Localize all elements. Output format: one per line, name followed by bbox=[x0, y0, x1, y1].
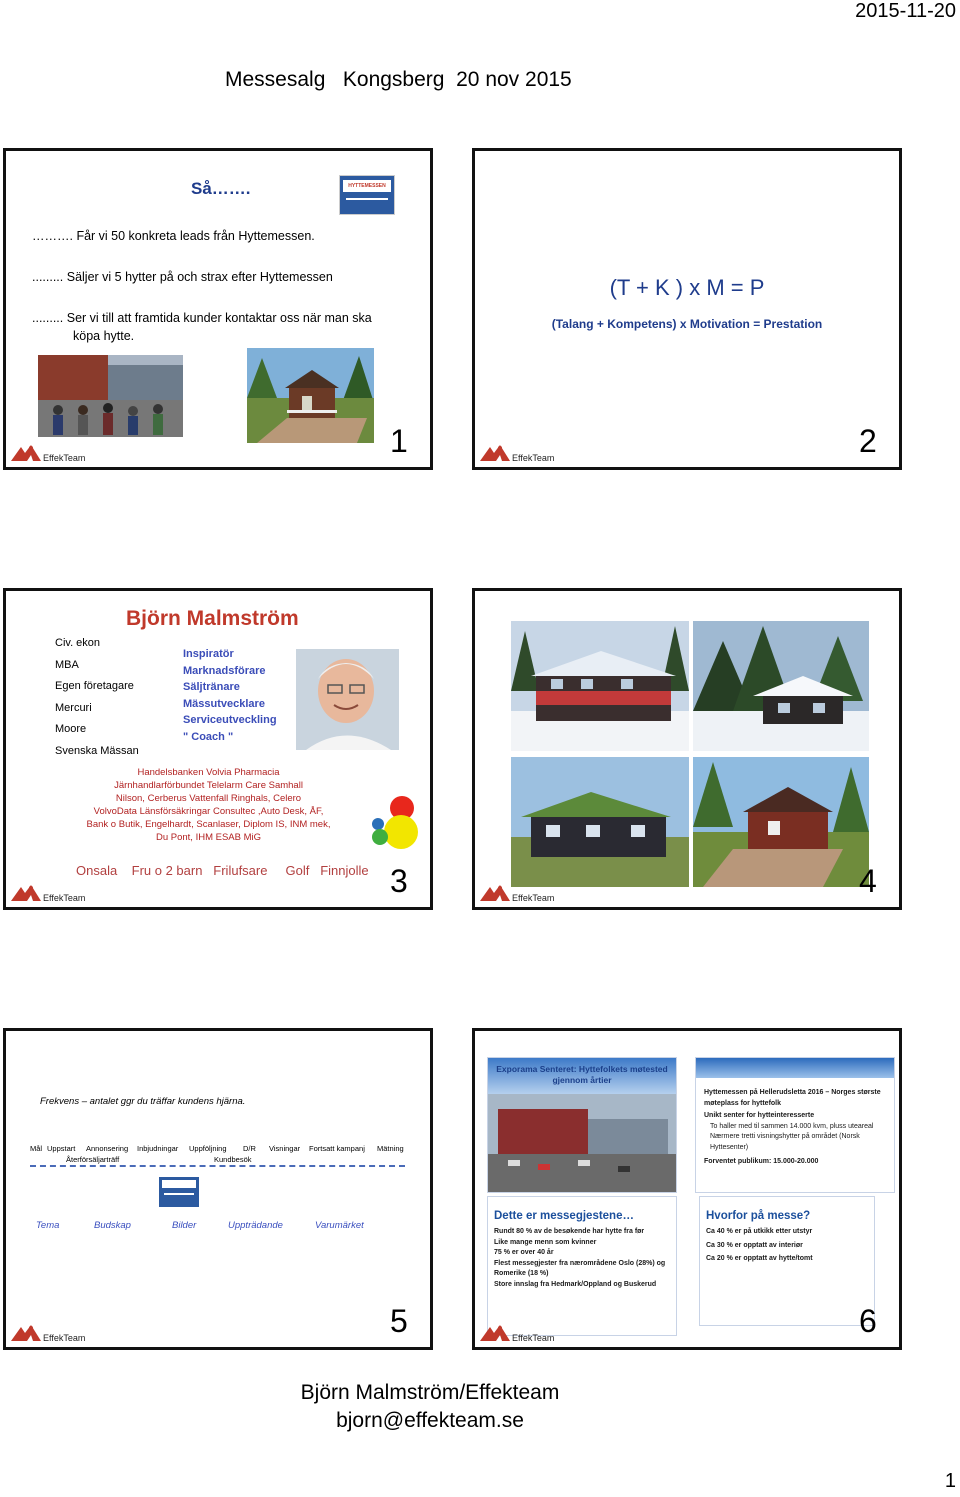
topic-budskap: Budskap bbox=[94, 1220, 131, 1231]
panel-item: Ca 20 % er opptatt av hytte/tomt bbox=[706, 1255, 813, 1262]
role-item: Serviceutveckling bbox=[183, 714, 277, 726]
background-item: Mercuri bbox=[55, 701, 92, 714]
panel-hyttemessen bbox=[695, 1057, 895, 1193]
snow-cabin-photo-2 bbox=[693, 621, 869, 751]
role-item: Säljtränare bbox=[183, 681, 240, 693]
step-matning: Mätning bbox=[377, 1144, 404, 1153]
panel-item: Hyttemessen på Hellerudsletta 2016 – Norges største møteplass for hyttefolk bbox=[704, 1089, 881, 1107]
logo-text: EffekTeam bbox=[512, 453, 555, 463]
footer-email: bjorn@effekteam.se bbox=[336, 1409, 524, 1432]
slide-6-number: 6 bbox=[859, 1303, 877, 1339]
panel-item: 75 % er over 40 år bbox=[494, 1249, 554, 1256]
slide-4-number: 4 bbox=[859, 863, 877, 899]
background-item: MBA bbox=[55, 658, 79, 671]
background-item: Moore bbox=[55, 723, 87, 735]
step-uppstart: Uppstart bbox=[47, 1144, 76, 1153]
effekteam-logo bbox=[11, 881, 85, 903]
topic-varumarket: Varumärket bbox=[315, 1220, 364, 1231]
step-dr: D/R bbox=[243, 1144, 256, 1153]
background-item: Egen företagare bbox=[55, 680, 134, 692]
panel-item: Rundt 80 % av de besøkende har hytte fra før bbox=[494, 1228, 645, 1235]
turf-roof-cabin-photo bbox=[511, 757, 689, 887]
clients-line: Bank o Butik, Engelhardt, Scanlaser, Diplom IS, INM mek, bbox=[86, 819, 331, 830]
step-uppfoljning: Uppföljning bbox=[189, 1144, 227, 1153]
effekteam-logo bbox=[480, 881, 554, 903]
effekteam-logo bbox=[11, 1321, 85, 1343]
slide-5-number: 5 bbox=[390, 1303, 408, 1339]
logo-text: EffekTeam bbox=[43, 453, 86, 463]
slide-2-number: 2 bbox=[859, 423, 877, 459]
logo-text: EffekTeam bbox=[43, 1333, 86, 1343]
logo-text: EffekTeam bbox=[512, 893, 555, 903]
logo-text: EffekTeam bbox=[512, 1333, 555, 1343]
slide-3 bbox=[3, 588, 433, 910]
footer-name: Björn Malmström/Effekteam bbox=[300, 1381, 560, 1404]
panel-messegjestene bbox=[487, 1196, 677, 1336]
step-mal: Mål bbox=[30, 1144, 43, 1153]
fair-crowd-photo bbox=[38, 355, 183, 437]
slide-6 bbox=[472, 1028, 902, 1350]
hyttemessen-badge-small bbox=[159, 1177, 199, 1207]
topic-tema: Tema bbox=[36, 1220, 60, 1231]
background-item: Civ. ekon bbox=[55, 637, 101, 649]
effekteam-logo bbox=[480, 1321, 554, 1343]
clients-line: Järnhandlarförbundet Telelarm Care Samhall bbox=[114, 780, 303, 791]
step-visningar: Visningar bbox=[269, 1144, 301, 1153]
clients-list bbox=[76, 766, 341, 844]
slide-1-number: 1 bbox=[390, 423, 408, 459]
formula-subtitle: (Talang + Kompetens) x Motivation = Prestation bbox=[551, 317, 823, 331]
roles-list bbox=[183, 646, 277, 745]
badge-label: HYTTEMESSEN bbox=[343, 180, 391, 192]
slide-1 bbox=[3, 148, 433, 470]
panel-item: Like mange menn som kvinner bbox=[494, 1238, 597, 1246]
panel-item: Nærmere tretti visningshytter på området (Norsk Hyttesenter) bbox=[710, 1133, 860, 1151]
role-item: Marknadsförare bbox=[183, 664, 266, 677]
exporama-building-photo bbox=[488, 1094, 677, 1193]
panel-item: To haller med til sammen 14.000 kvm, pluss uteareal bbox=[710, 1122, 874, 1130]
step-fortsatt-kampanj: Fortsatt kampanj bbox=[309, 1144, 365, 1153]
panel-exporama bbox=[487, 1057, 677, 1193]
hyttemessen-badge bbox=[339, 175, 395, 215]
role-item: " Coach " bbox=[183, 730, 234, 743]
slide-1-line-3: ......... Ser vi till att framtida kunder kontaktar oss när man ska köpa hytte. bbox=[32, 311, 372, 343]
slide-1-line-1: ………. Får vi 50 konkreta leads från Hyttemessen. bbox=[32, 229, 315, 243]
cabin-photo bbox=[247, 348, 374, 443]
clients-line: Nilson, Cerberus Vattenfall Ringhals, Celero bbox=[115, 793, 302, 804]
slide-5 bbox=[3, 1028, 433, 1350]
presenter-name: Björn Malmström bbox=[126, 607, 299, 630]
topic-uppradande: Uppträdande bbox=[228, 1220, 283, 1231]
topic-bilder: Bilder bbox=[172, 1220, 197, 1231]
slide-2 bbox=[472, 148, 902, 470]
step-kundbesok: Kundbesök bbox=[214, 1155, 252, 1164]
clients-line: Handelsbanken Volvia Pharmacia bbox=[137, 767, 280, 778]
colored-circles-graphic bbox=[368, 796, 423, 851]
slide-4 bbox=[472, 588, 902, 910]
page-number: 1 bbox=[944, 1470, 956, 1492]
clients-line: Du Pont, IHM ESAB MiG bbox=[155, 832, 262, 843]
role-item: Mässutvecklare bbox=[183, 697, 265, 710]
portrait-photo bbox=[296, 649, 399, 750]
slide-3-number: 3 bbox=[390, 863, 408, 899]
panel-item: Flest messegjester fra nærområdene Oslo (28%) og Romerike (18 %) bbox=[494, 1259, 666, 1277]
step-aterforsaljartraff: Återförsäljarträff bbox=[66, 1155, 120, 1164]
slide-1-line-2: ......... Säljer vi 5 hytter på och strax efter Hyttemessen bbox=[32, 270, 333, 284]
document-date: 2015-11-20 bbox=[855, 0, 956, 22]
timeline-dashes bbox=[30, 1165, 405, 1167]
panel-item: Unikt senter for hytteinteresserte bbox=[704, 1112, 815, 1119]
role-item: Inspiratör bbox=[183, 648, 234, 660]
panel-item: Forventet publikum: 15.000-20.000 bbox=[704, 1158, 819, 1165]
frekvens-text: Frekvens – antalet ggr du träffar kundens hjärna. bbox=[40, 1096, 246, 1107]
background-item: Svenska Mässan bbox=[55, 744, 139, 757]
panel-messegjestene-title: Dette er messegjestene… bbox=[494, 1210, 634, 1222]
panel-exporama-title: Exporama Senteret: Hyttefolkets møtested gjennom årtier bbox=[496, 1064, 668, 1085]
snow-cabin-photo-1 bbox=[511, 621, 689, 751]
clients-line: VolvoData Länsförsäkringar Consultec ,Auto Desk, ÅF, bbox=[93, 806, 324, 817]
logo-text: EffekTeam bbox=[43, 893, 86, 903]
panel-item: Ca 40 % er på utkikk etter utstyr bbox=[706, 1228, 813, 1235]
step-inbjudningar: Inbjudningar bbox=[137, 1144, 179, 1153]
slide-1-heading: Så……. bbox=[191, 179, 251, 198]
red-cabin-photo bbox=[693, 757, 869, 887]
panel-item: Ca 30 % er opptatt av interiør bbox=[706, 1241, 803, 1249]
hobbies: Onsala Fru o 2 barn Frilufsare Golf Finnjolle bbox=[76, 863, 369, 878]
panel-item: Store innslag fra Hedmark/Oppland og Buskerud bbox=[494, 1280, 657, 1288]
effekteam-logo bbox=[11, 441, 85, 463]
step-annonsering: Annonsering bbox=[86, 1144, 129, 1153]
background-list bbox=[55, 633, 139, 762]
effekteam-logo bbox=[480, 441, 554, 463]
panel-hvorfor-title: Hvorfor på messe? bbox=[706, 1210, 811, 1222]
formula: (T + K ) x M = P bbox=[609, 275, 765, 300]
document-title: Messesalg Kongsberg 20 nov 2015 bbox=[225, 68, 572, 91]
panel-hvorfor bbox=[699, 1196, 875, 1326]
